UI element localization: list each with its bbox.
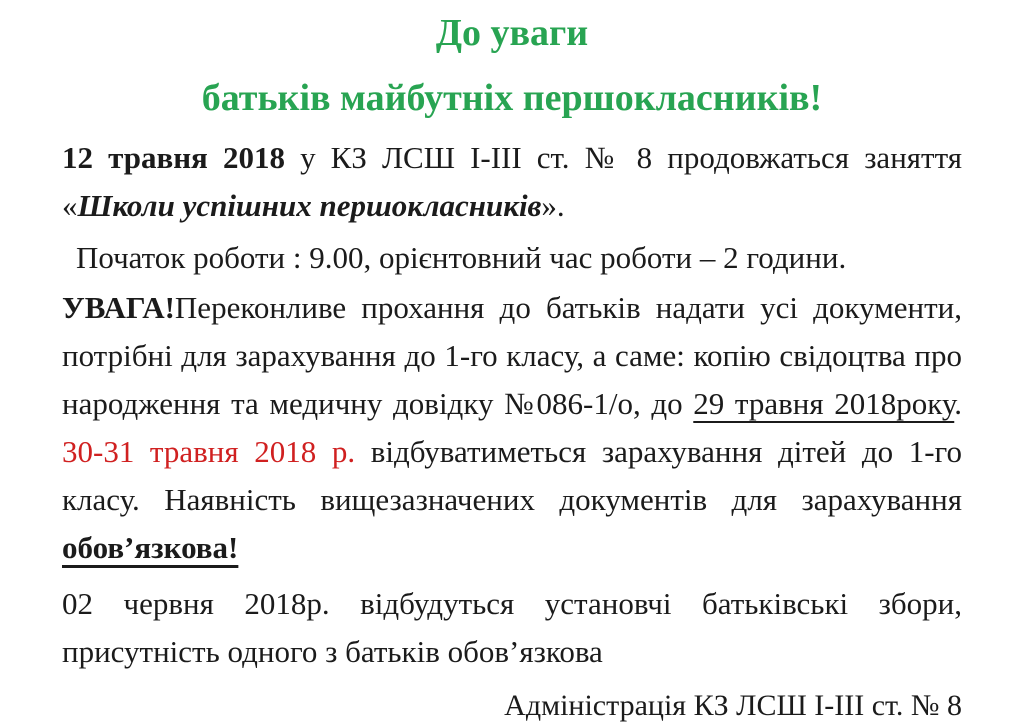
page-title-line2: батьків майбутніх першокласників! — [201, 76, 823, 119]
paragraph-announcement — [62, 134, 962, 230]
deadline-date: 29 травня 2018року — [693, 386, 955, 422]
paragraph-parents-meeting: 02 червня 2018р. відбудуться установчі батьківські збори, присутність одного з батьків обов’язкова — [62, 586, 962, 670]
attention-label: УВАГА! — [62, 290, 175, 326]
paragraph-documents — [62, 284, 962, 572]
documents-request-text: Переконливе прохання до батьків надати усі документи, потрібні для зарахування до 1-го класу, а саме: копію свідоцтва про народження та медичну довідку №086-1/о, до — [62, 290, 962, 422]
school-program-name: Школи успішних першокласників — [77, 188, 542, 224]
announcement-text-end: ». — [541, 188, 565, 224]
enrollment-dates: 30-31 травня 2018 р. — [62, 434, 356, 470]
announcement-text: у КЗ ЛСШ І-ІІІ ст. № 8 продовжаться заняття « — [62, 140, 962, 224]
mandatory-label: обов’язкова! — [62, 530, 239, 566]
enrollment-text: відбуватиметься зарахування дітей до 1-го класу. Наявність вищезазначених документів для зарахування — [62, 434, 962, 518]
page-title-line1: До уваги — [435, 12, 589, 54]
paragraph-schedule: Початок роботи : 9.00, орієнтовний час роботи – 2 години. — [76, 240, 847, 276]
announcement-date: 12 травня 2018 — [62, 140, 285, 176]
signature-administration: Адміністрація КЗ ЛСШ І-ІІІ ст. № 8 — [504, 689, 962, 723]
sentence-separator: . — [954, 386, 962, 422]
